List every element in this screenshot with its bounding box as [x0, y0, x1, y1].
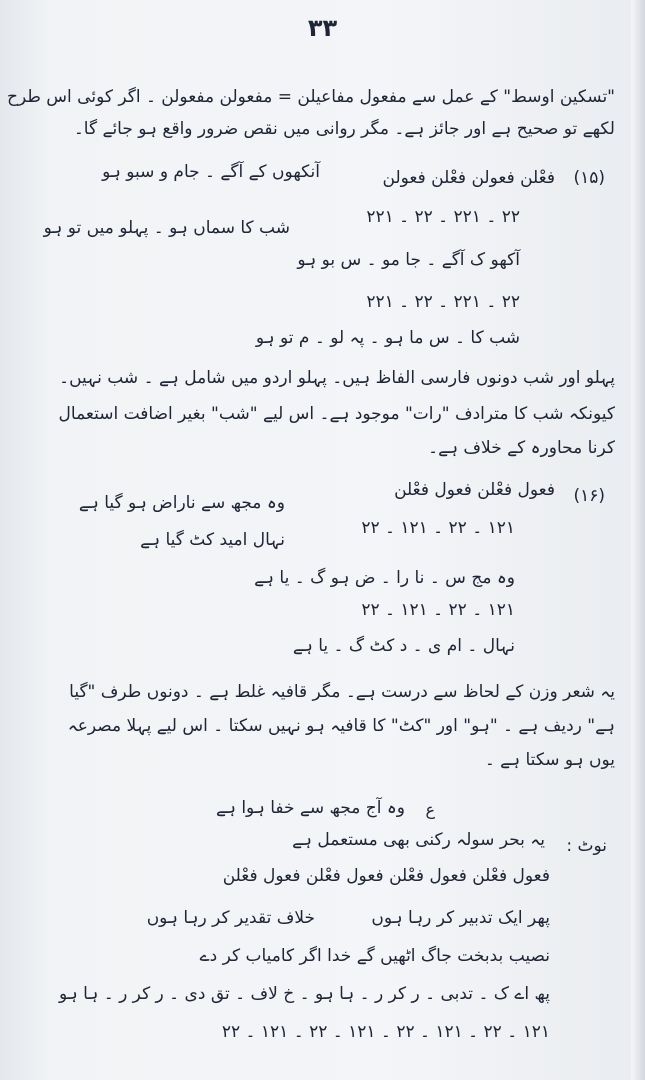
example-15-verse-line-2: شب کا سماں ہو ۔ پہلو میں تو ہو	[43, 218, 290, 238]
paragraph-2-line-1: پہلو اور شب دونوں فارسی الفاظ ہیں۔ پہلو اردو میں شامل ہے ۔ شب نہیں۔	[59, 368, 615, 388]
paragraph-2-line-2: کیونکہ شب کا مترادف "رات" موجود ہے۔ اس لیے "شب" بغیر اضافت استعمال	[58, 404, 615, 424]
paragraph-3-line-2: ہے" ردیف ہے ۔ "ہو" اور "کٹ" کا قافیہ ہو نہیں سکتا ۔ اس لیے پہلا مصرعہ	[67, 716, 615, 736]
note-verse-2: نصیب بدبخت جاگ اٹھیں گے خدا اگر کامیاب کر دے	[199, 946, 550, 966]
example-15-scansion-numbers-1: ۲۲ ۔ ۲۲۱ ۔ ۲۲ ۔ ۲۲۱	[366, 207, 520, 227]
note-label: نوٹ :	[566, 836, 607, 856]
example-15-scansion-text-2: شب کا ۔ س ما ہو ۔ پہ لو ۔ م تو ہو	[255, 328, 520, 348]
note-meter: فعول فعْلن فعول فعْلن فعول فعْلن فعول فعْلن	[222, 866, 550, 886]
example-15-scansion-numbers-2: ۲۲ ۔ ۲۲۱ ۔ ۲۲ ۔ ۲۲۱	[366, 292, 520, 312]
corrected-verse: وہ آج مجھ سے خفا ہوا ہے	[216, 798, 405, 818]
example-16-verse-line-1: وہ مجھ سے ناراض ہو گیا ہے	[78, 493, 285, 513]
example-15-scansion-text-1: آکھو ک آگے ۔ جا مو ۔ س بو ہو	[297, 250, 520, 270]
note-scansion-text: پھ اے ک ۔ تدبی ۔ ر کر ر ۔ ہا ہو ۔ خ لاف ۔ تق دی ۔ ر کر ر ۔ ہا ہو	[59, 984, 550, 1004]
example-16-verse-line-2: نہال امید کٹ گیا ہے	[140, 530, 285, 550]
example-16-scansion-numbers-1: ۱۲۱ ۔ ۲۲ ۔ ۱۲۱ ۔ ۲۲	[361, 518, 515, 538]
example-16-meter: فعول فعْلن فعول فعْلن	[394, 480, 555, 500]
example-16-scansion-numbers-2: ۱۲۱ ۔ ۲۲ ۔ ۱۲۱ ۔ ۲۲	[361, 600, 515, 620]
note-text: یہ بحر سولہ رکنی بھی مستعمل ہے	[292, 830, 545, 850]
paragraph-3-line-1: یہ شعر وزن کے لحاظ سے درست ہے۔ مگر قافیہ غلط ہے ۔ دونوں طرف "گیا	[69, 682, 615, 702]
example-16-scansion-text-1: وہ مج س ۔ نا را ۔ ض ہو گ ۔ یا ہے	[254, 568, 515, 588]
example-15-meter: فعْلن فعولن فعْلن فعولن	[382, 168, 555, 188]
paragraph-2-line-3: کرنا محاورہ کے خلاف ہے۔	[428, 438, 615, 458]
paragraph-3-line-3: یوں ہو سکتا ہے ۔	[484, 750, 615, 770]
example-16-scansion-text-2: نہال ۔ ام ی ۔ د کٹ گ ۔ یا ہے	[292, 636, 515, 656]
example-15-verse-line-1: آنکھوں کے آگے ۔ جام و سبو ہو	[102, 162, 320, 182]
page-number: ۳۳	[307, 14, 338, 42]
paragraph-1-line-2: لکھے تو صحیح ہے اور جائز ہے۔ مگر روانی میں نقص ضرور واقع ہو جائے گا۔	[73, 119, 615, 139]
example-16-number: (۱۶)	[573, 486, 605, 506]
example-15-number: (۱۵)	[573, 168, 605, 188]
page-edge-shadow	[631, 0, 645, 1080]
note-scansion-numbers: ۱۲۱ ۔ ۲۲ ۔ ۱۲۱ ۔ ۲۲ ۔ ۱۲۱ ۔ ۲۲ ۔ ۱۲۱ ۔ ۲۲	[221, 1022, 550, 1042]
paragraph-1-line-1: "تسکین اوسط" کے عمل سے مفعول مفاعیلن = مفعولن مفعولن ۔ اگر کوئی اس طرح	[7, 87, 615, 107]
misra-mark: ع	[425, 800, 435, 819]
note-verse-1-second-half: خلاف تقدیر کر رہا ہوں	[146, 908, 315, 928]
note-verse-1-first-half: پھر ایک تدبیر کر رہا ہوں	[371, 908, 550, 928]
